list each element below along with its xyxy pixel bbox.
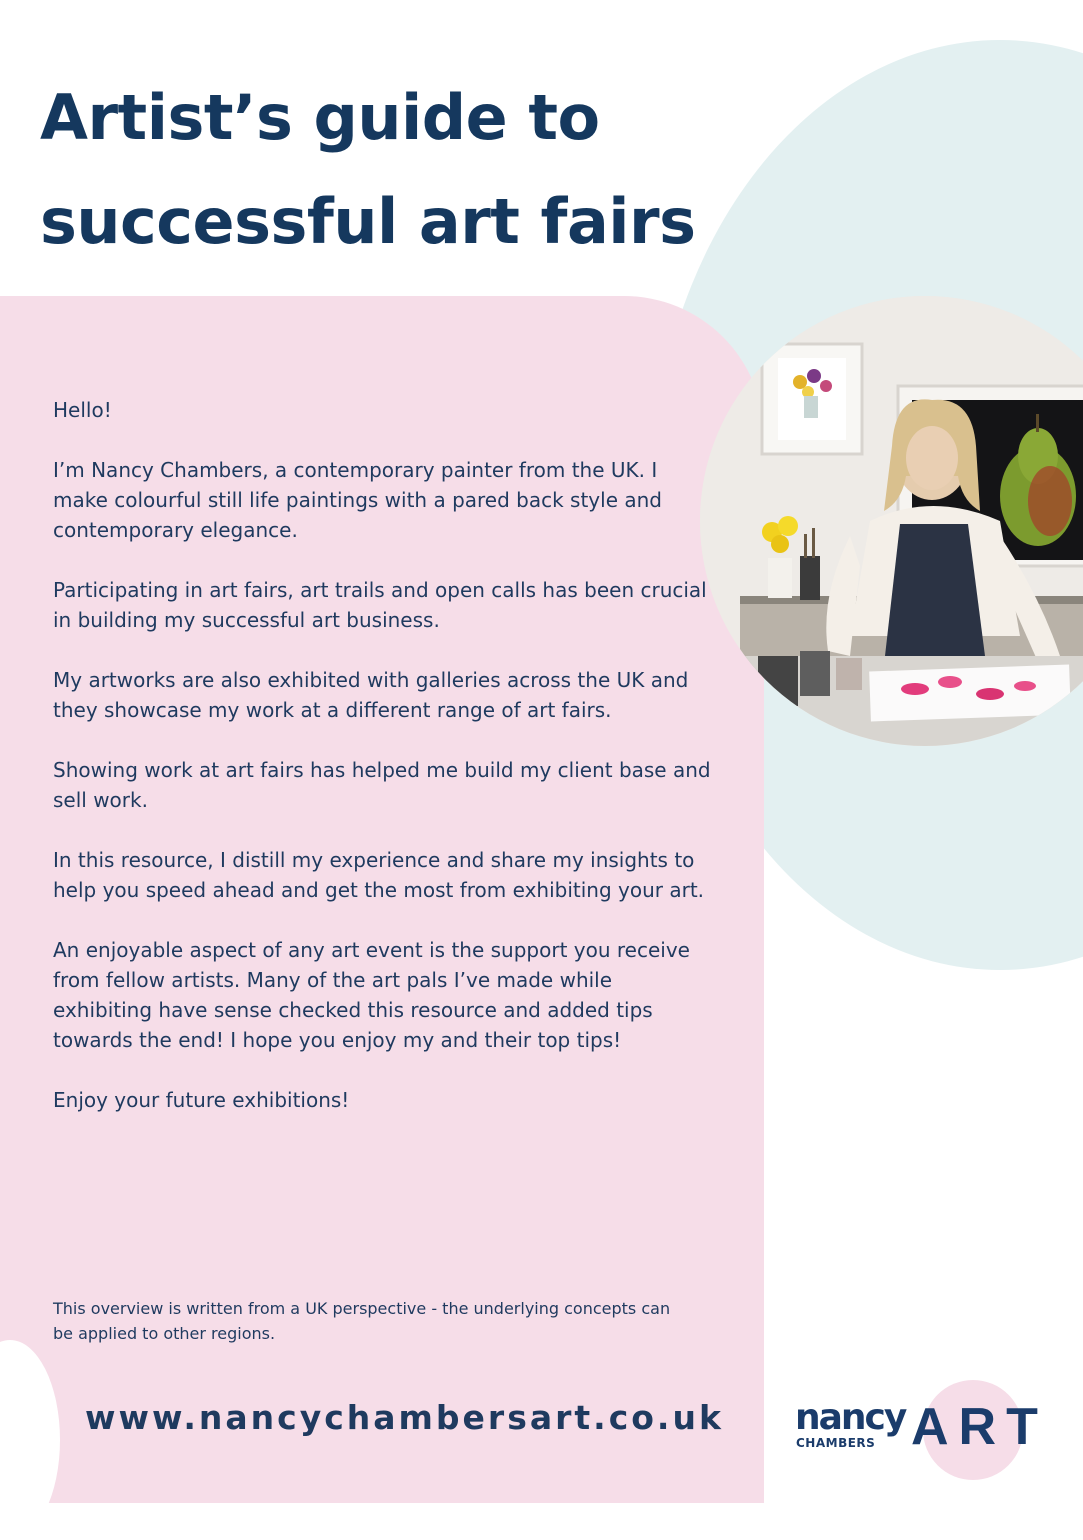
footnote: This overview is written from a UK perspective - the underlying concepts can be applied to other regions. (53, 1299, 671, 1343)
logo-nancy-text: nancy (795, 1397, 906, 1438)
intro-paragraph: An enjoyable aspect of any art event is the support you receive from fellow artists. Many of the art pals I’ve made while exhibiting have sense checked this resource and added tips towards the end! I hope you enjoy my and their top tips! (53, 938, 690, 1052)
page-title (40, 66, 760, 274)
logo-art-text: ART (911, 1398, 1048, 1456)
website-link[interactable]: www.nancychambersart.co.uk (85, 1398, 724, 1437)
intro-paragraph: I’m Nancy Chambers, a contemporary painter from the UK. I make colourful still life paintings with a pared back style and contemporary elegance. (53, 458, 662, 542)
title-line-2: successful art fairs (40, 185, 696, 258)
intro-paragraph: Enjoy your future exhibitions! (53, 1088, 350, 1112)
intro-paragraph: Showing work at art fairs has helped me build my client base and sell work. (53, 758, 711, 812)
title-line-1: Artist’s guide to (40, 81, 600, 154)
intro-paragraph: My artworks are also exhibited with galleries across the UK and they showcase my work at a different range of art fairs. (53, 668, 689, 722)
logo-chambers-text: CHAMBERS (796, 1436, 876, 1450)
intro-paragraph: In this resource, I distill my experience and share my insights to help you speed ahead and get the most from exhibiting your art. (53, 848, 705, 902)
brand-logo (793, 1375, 1063, 1485)
intro-paragraph: Participating in art fairs, art trails and open calls has been crucial in building my successful art business. (53, 578, 707, 632)
intro-text (53, 395, 713, 1145)
intro-paragraph: Hello! (53, 398, 112, 422)
